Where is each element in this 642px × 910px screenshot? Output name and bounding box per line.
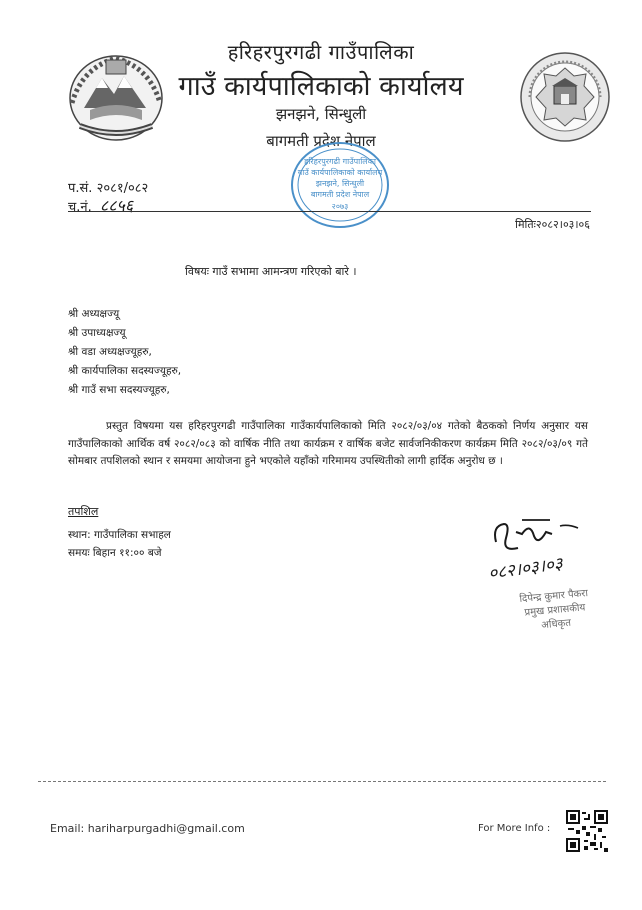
recipient-line: श्री गाउँ सभा सदस्यज्यूहरु, [68,384,170,396]
footer-more-info: For More Info : [478,823,551,834]
letter-subject: विषयः गाउँ सभामा आमन्त्रण गरिएको बारे । [185,265,357,278]
details-heading: तपशिल [68,505,99,518]
header-divider [68,211,591,212]
signer-block [508,586,601,636]
stamp-line-1: हरिहरपुरगढी गाउँपालिका [304,157,376,166]
reference-number: प.सं. २०८१/०८२ [68,181,149,196]
office-name: गाउँ कार्यपालिकाको कार्यालय [178,71,464,102]
stamp-line-5: २०७३ [331,202,349,211]
recipient-line: श्री अध्यक्षज्यू [68,308,120,320]
office-province: बागमती प्रदेश नेपाल [266,132,376,150]
letter-date: मितिः२०८२।०३।०६ [515,218,590,231]
office-stamp [288,140,392,230]
letter-body: प्रस्तुत विषयमा यस हरिहरपुरगढी गाउँपालिका गाउँकार्यपालिकाको मिति २०८२/०३/०४ गतेको बैठकको निर्णय अनुसार यस गाउँपालिकाको आर्थिक वर्ष २०८२/०८३ को वार्षिक नीति तथा कार्यक्रम र वार्षिक बजेट सार्वजनिकीकरण कार्यक्रम मिति २०८२/०३/०९ गते सोमबार तपशिलको स्थान र समयमा आयोजना हुने भएकोले यहाँको गरिमामय उपस्थितीको लागी हार्दिक अनुरोध छ । [68,420,588,467]
stamp-line-4: बागमती प्रदेश नेपाल [310,190,370,199]
recipient-line: श्री कार्यपालिका सदस्यज्यूहरु, [68,365,182,377]
dispatch-number [68,194,133,216]
dispatch-label: च.नं. [68,200,92,215]
organization-name: हरिहरपुरगढी गाउँपालिका [227,40,415,64]
stamp-line-3: झनझने, सिन्धुली [315,179,365,188]
footer-email: Email: hariharpurgadhi@gmail.com [50,822,245,835]
signer-title: प्रमुख प्रशासकीय अधिकृत [524,602,586,632]
stamp-line-2: गाउँ कार्यपालिकाको कार्यालय [297,168,383,177]
signature-date: ०८२।०३।०३ [487,553,565,585]
details-venue: स्थान: गाउँपालिका सभाहल [68,529,171,541]
signer-name: दिपेन्द्र कुमार पैकरा [519,588,589,606]
qr-code-icon[interactable] [566,810,608,852]
dispatch-handwritten: ८८५६ [99,196,134,215]
recipient-line: श्री उपाध्यक्षज्यू [68,327,126,339]
footer-divider [38,781,606,782]
details-time: समयः बिहान ११:०० बजे [68,547,162,559]
recipient-line: श्री वडा अध्यक्षज्यूहरु, [68,346,152,358]
office-address: झनझने, सिन्धुली [275,105,367,123]
